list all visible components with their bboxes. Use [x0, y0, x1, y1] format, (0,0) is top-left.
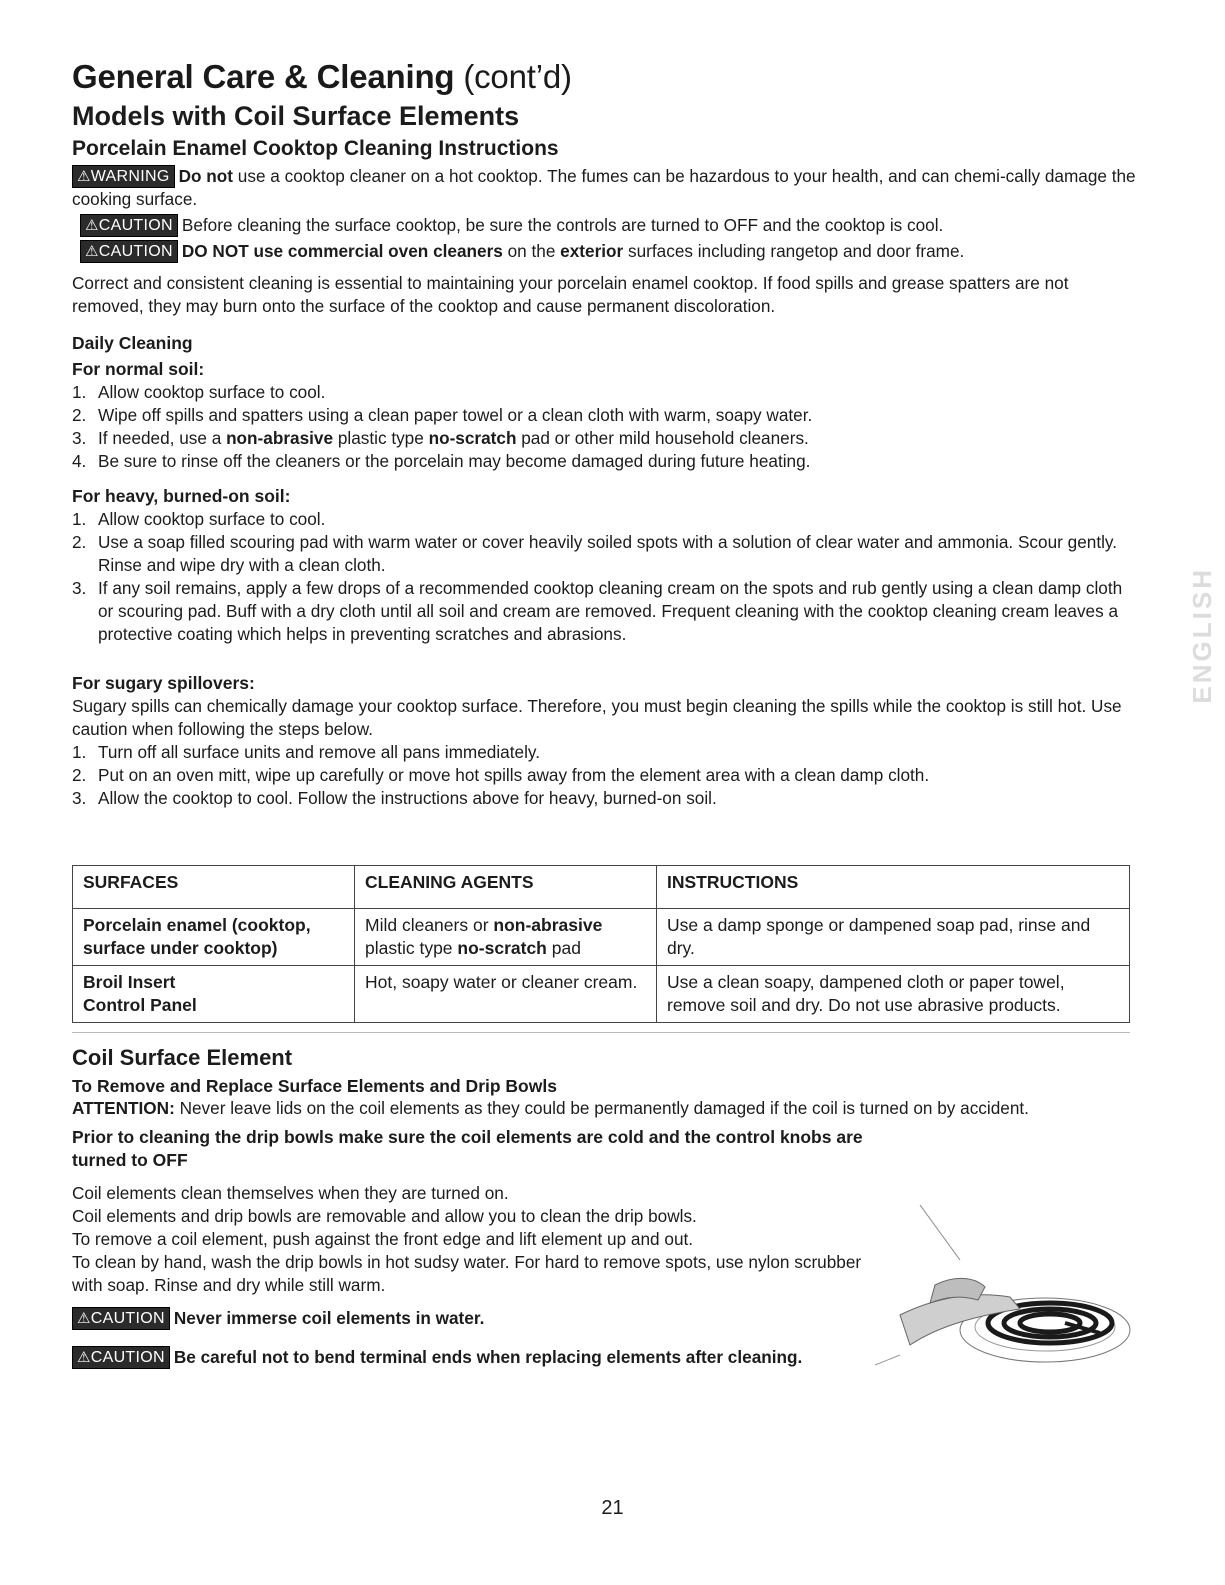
- prior-warning: Prior to cleaning the drip bowls make sure the coil elements are cold and the control knobs are turned to OFF: [72, 1127, 863, 1170]
- column-header: INSTRUCTIONS: [657, 866, 1130, 909]
- normal-soil-heading: For normal soil:: [72, 359, 205, 379]
- cleaning-table: [72, 865, 1130, 1023]
- section-heading: Porcelain Enamel Cooktop Cleaning Instructions: [72, 137, 559, 160]
- table-cell: Use a clean soapy, dampened cloth or paper towel, remove soil and dry. Do not use abrasive products.: [657, 966, 1130, 1023]
- column-header: CLEANING AGENTS: [355, 866, 657, 909]
- caution-notice-4: ⚠CAUTION Be careful not to bend terminal ends when replacing elements after cleaning.: [72, 1346, 1142, 1369]
- warning-triangle-icon: ⚠: [85, 217, 99, 234]
- column-header: SURFACES: [73, 866, 355, 909]
- language-side-tab: ENGLISH: [1186, 566, 1217, 704]
- caution-notice-3: ⚠CAUTION Never immerse coil elements in water.: [72, 1307, 1142, 1330]
- warning-triangle-icon: ⚠: [77, 168, 91, 185]
- sugary-steps: [72, 741, 1142, 810]
- caution-badge: ⚠CAUTION: [80, 214, 178, 237]
- list-item: 3. Allow the cooktop to cool. Follow the instructions above for heavy, burned-on soil.: [72, 788, 717, 808]
- list-item: 2. Wipe off spills and spatters using a clean paper towel or a clean cloth with warm, soapy water.: [72, 405, 813, 425]
- intro-paragraph: Correct and consistent cleaning is essential to maintaining your porcelain enamel cooktop. If food spills and grease spatters are not removed, they may burn onto the surface of the cooktop and cause permanent discoloration.: [72, 273, 1069, 316]
- table-row: [73, 909, 1130, 966]
- coil-subheading: To Remove and Replace Surface Elements and Drip Bowls: [72, 1076, 557, 1096]
- caution-badge: ⚠CAUTION: [80, 240, 178, 263]
- heavy-soil-steps: [72, 508, 1142, 646]
- daily-cleaning-heading: Daily Cleaning: [72, 333, 193, 353]
- instruction-line: To remove a coil element, push against the front edge and lift element up and out.: [72, 1229, 694, 1249]
- instruction-line: Coil elements and drip bowls are removable and allow you to clean the drip bowls.: [72, 1206, 697, 1226]
- warning-triangle-icon: ⚠: [85, 243, 99, 260]
- warning-badge: ⚠WARNING: [72, 165, 175, 188]
- page-title: General Care & Cleaning (cont’d): [72, 58, 572, 95]
- caution-badge: ⚠CAUTION: [72, 1307, 170, 1330]
- coil-instructions: [72, 1182, 862, 1297]
- instruction-line: To clean by hand, wash the drip bowls in hot sudsy water. For hard to remove spots, use nylon scrubber with soap. Rinse and dry while still warm.: [72, 1252, 862, 1295]
- heavy-soil-heading: For heavy, burned-on soil:: [72, 486, 291, 506]
- warning-triangle-icon: ⚠: [77, 1310, 91, 1327]
- coil-element-illustration: [860, 1205, 1135, 1390]
- table-cell: Broil Insert Control Panel: [73, 966, 355, 1023]
- list-item: 3. If any soil remains, apply a few drops of a recommended cooktop cleaning cream on the spots and rub gently using a clean damp cloth or scouring pad. Buff with a dry cloth until all soil and cream are removed. Frequent cleaning with the cooktop cleaning cream leaves a protective coating which helps in preventing scratches and abrasions.: [72, 578, 1123, 644]
- caution-notice-2: ⚠CAUTION DO NOT use commercial oven cleaners on the exterior surfaces including rangetop and door frame.: [80, 240, 1142, 263]
- table-header-row: [73, 866, 1130, 909]
- table-cell: Use a damp sponge or dampened soap pad, rinse and dry.: [657, 909, 1130, 966]
- attention-paragraph: ATTENTION: Never leave lids on the coil elements as they could be permanently damaged if the coil is turned on by accident.: [72, 1098, 1029, 1118]
- list-item: 3. If needed, use a non-abrasive plastic type no-scratch pad or other mild household cleaners.: [72, 428, 809, 448]
- divider: [72, 1032, 1130, 1033]
- list-item: 1. Allow cooktop surface to cool.: [72, 509, 326, 529]
- page-number: 21: [601, 1497, 624, 1519]
- sugary-intro: Sugary spills can chemically damage your cooktop surface. Therefore, you must begin cleaning the spills while the cooktop is still hot. Use caution when following the steps below.: [72, 696, 1122, 739]
- normal-soil-steps: [72, 381, 1142, 473]
- page-content: [72, 58, 1142, 1369]
- sugary-heading: For sugary spillovers:: [72, 673, 255, 693]
- table-cell: Hot, soapy water or cleaner cream.: [355, 966, 657, 1023]
- list-item: 1. Turn off all surface units and remove all pans immediately.: [72, 742, 540, 762]
- table-row: [73, 966, 1130, 1023]
- caution-badge: ⚠CAUTION: [72, 1346, 170, 1369]
- list-item: 2. Use a soap filled scouring pad with warm water or cover heavily soiled spots with a solution of clear water and ammonia. Scour gently. Rinse and wipe dry with a clean cloth.: [72, 532, 1118, 575]
- instruction-line: Coil elements clean themselves when they are turned on.: [72, 1183, 509, 1203]
- caution-notice-1: ⚠CAUTION Before cleaning the surface cooktop, be sure the controls are turned to OFF and the cooktop is cool.: [80, 214, 1142, 237]
- coil-heading: Coil Surface Element: [72, 1045, 293, 1070]
- table-cell: Mild cleaners or non-abrasive plastic type no-scratch pad: [355, 909, 657, 966]
- list-item: 1. Allow cooktop surface to cool.: [72, 382, 326, 402]
- list-item: 4. Be sure to rinse off the cleaners or the porcelain may become damaged during future heating.: [72, 451, 811, 471]
- table-cell: Porcelain enamel (cooktop, surface under cooktop): [73, 909, 355, 966]
- warning-triangle-icon: ⚠: [77, 1349, 91, 1366]
- page-subtitle: Models with Coil Surface Elements: [72, 101, 520, 131]
- warning-notice: ⚠WARNING Do not use a cooktop cleaner on a hot cooktop. The fumes can be hazardous to your health, and can chemi-cally damage the cooking surface.: [72, 166, 1136, 209]
- list-item: 2. Put on an oven mitt, wipe up carefully or move hot spills away from the element area with a clean damp cloth.: [72, 765, 930, 785]
